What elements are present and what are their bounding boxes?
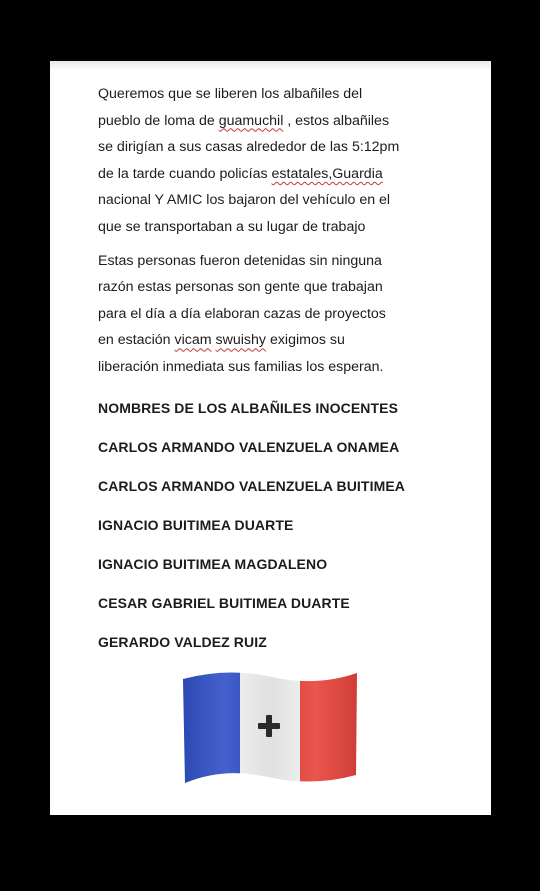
spellcheck-word: guamuchil [218,112,284,129]
spellcheck-word: vicam [174,332,212,349]
names-list [98,437,491,652]
spellcheck-word: estatales,Guardia [271,165,383,182]
name-item: CARLOS ARMANDO VALENZUELA BUITIMEA [98,477,405,494]
name-item: CARLOS ARMANDO VALENZUELA ONAMEA [98,438,400,455]
name-item: IGNACIO BUITIMEA MAGDALENO [98,555,328,572]
name-item: GERARDO VALDEZ RUIZ [98,633,267,650]
name-item: IGNACIO BUITIMEA DUARTE [98,516,294,533]
flag-icon [180,665,360,785]
names-heading: NOMBRES DE LOS ALBAÑILES INOCENTES [98,399,399,416]
paragraph-2: Estas personas fueron detenidas sin ninguna razón estas personas son gente que trabajan para el día a día elaboran cazas de proyectos en estación vicam swuishy exigimos su liberación inmediata sus familias los esperan. [98,252,386,375]
name-item: CESAR GABRIEL BUITIMEA DUARTE [98,594,350,611]
spellcheck-word: swuishy [215,332,266,349]
document-card [50,61,491,815]
paragraph-1: Queremos que se liberen los albañiles del pueblo de loma de guamuchil , estos albañiles se dirigían a sus casas alrededor de las 5:12pm de la tarde cuando policías estatales,Guardia nacional Y AMIC los bajaron del vehículo en el que se transportaban a su lugar de trabajo [98,86,400,235]
